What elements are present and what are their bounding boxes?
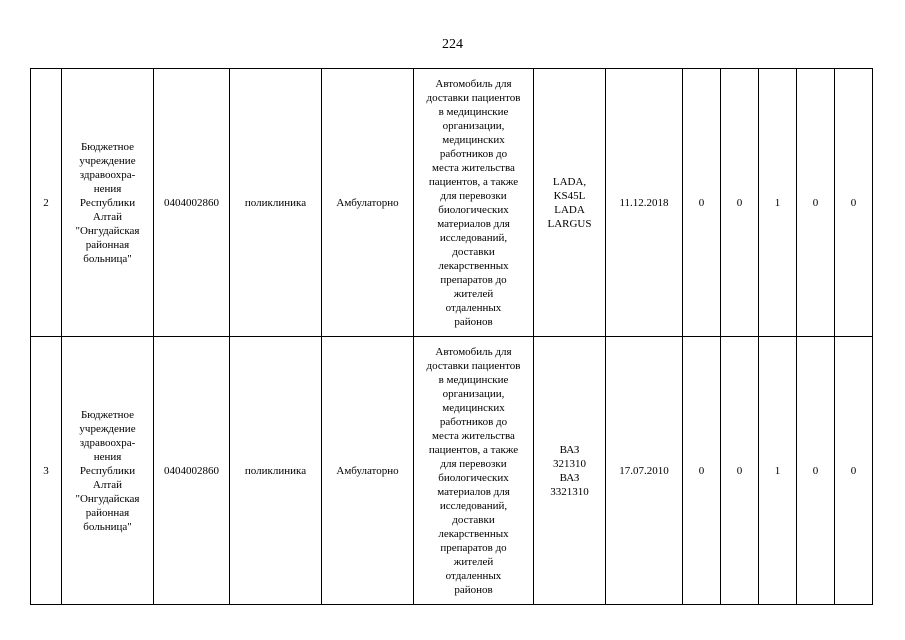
- count-cell: 0: [835, 337, 873, 605]
- facility-type: поликлиника: [230, 69, 322, 337]
- row-number: 3: [31, 337, 62, 605]
- table-row: [31, 69, 873, 337]
- organization-name: Бюджетное учреждение здравоохра- нения Республики Алтай "Онгудайская районная больница": [62, 337, 154, 605]
- facility-type: поликлиника: [230, 337, 322, 605]
- page-number: 224: [442, 37, 463, 52]
- count-cell: 0: [835, 69, 873, 337]
- date-cell: 17.07.2010: [606, 337, 683, 605]
- vehicle-model: LADA, KS45L LADA LARGUS: [534, 69, 606, 337]
- vehicle-purpose: Автомобиль для доставки пациентов в медицинские организации, медицинских работников до места жительства пациентов, а также для перевозки биологических материалов для исследований, доставки лекарственных препаратов до жителей отдаленных районов: [414, 69, 534, 337]
- count-cell: 0: [721, 337, 759, 605]
- organization-name: Бюджетное учреждение здравоохра- нения Республики Алтай "Онгудайская районная больница": [62, 69, 154, 337]
- count-cell: 0: [797, 337, 835, 605]
- care-mode: Амбулаторно: [322, 69, 414, 337]
- count-cell: 1: [759, 69, 797, 337]
- count-cell: 0: [721, 69, 759, 337]
- table-row: [31, 337, 873, 605]
- inn-code: 0404002860: [154, 337, 230, 605]
- count-cell: 1: [759, 337, 797, 605]
- count-cell: 0: [683, 337, 721, 605]
- vehicle-table: [30, 68, 873, 605]
- date-cell: 11.12.2018: [606, 69, 683, 337]
- vehicle-purpose: Автомобиль для доставки пациентов в медицинские организации, медицинских работников до места жительства пациентов, а также для перевозки биологических материалов для исследований, доставки лекарственных препаратов до жителей отдаленных районов: [414, 337, 534, 605]
- inn-code: 0404002860: [154, 69, 230, 337]
- care-mode: Амбулаторно: [322, 337, 414, 605]
- row-number: 2: [31, 69, 62, 337]
- vehicle-model: ВАЗ 321310 ВАЗ 3321310: [534, 337, 606, 605]
- count-cell: 0: [683, 69, 721, 337]
- count-cell: 0: [797, 69, 835, 337]
